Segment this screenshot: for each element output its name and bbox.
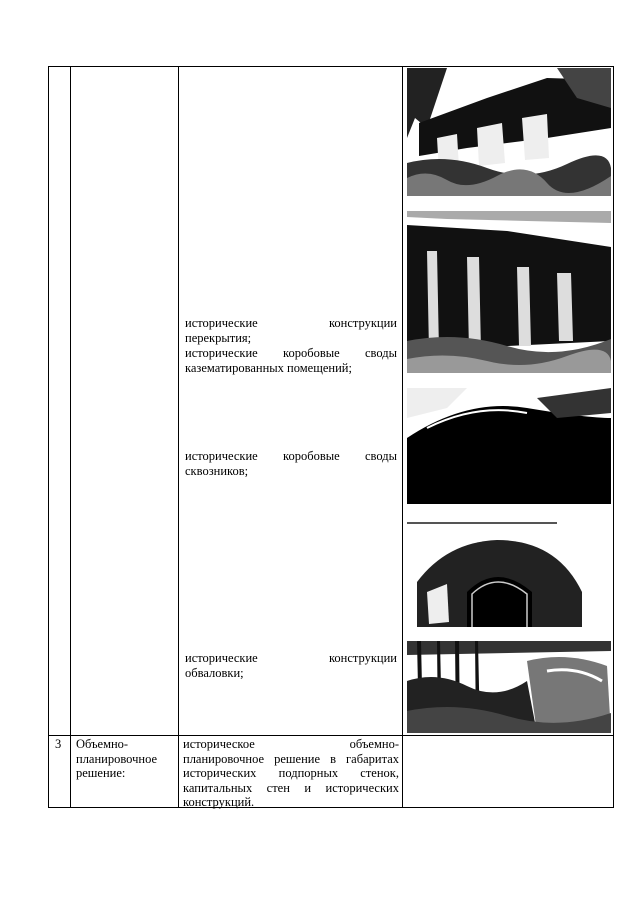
element-description [183,737,399,810]
photo-building-ruin [407,68,611,196]
table-border-right [613,66,614,808]
description-item-1-line-2: перекрытия; [185,330,252,345]
description-item-1 [185,316,397,345]
element-name-line-3: решение: [76,766,126,780]
table-row-divider [48,735,614,736]
element-description-line-1: историческое объемно- [183,737,399,751]
photo-vault-ceiling [407,388,611,504]
element-description-line-2: планировочное решение в габаритах [183,751,399,766]
table-col-divider-3 [402,66,403,808]
description-item-3-line-1: исторические коробовые своды [185,449,397,463]
table-border-top [48,66,614,67]
description-item-4-line-2: обваловки; [185,665,244,680]
table-border-left [48,66,49,808]
description-item-2-line-2: казематированных помещений; [185,360,352,375]
description-item-2-line-1: исторические коробовые своды [185,346,397,360]
row-number: 3 [55,737,62,751]
description-item-4-line-1: исторические конструкции [185,651,397,665]
description-item-3 [185,449,397,478]
photo-arch-passage [407,522,611,627]
description-item-3-line-2: сквозников; [185,463,249,478]
document-table [48,66,614,808]
description-item-1-line-1: исторические конструкции [185,316,397,330]
element-name-line-2: планировочное [76,751,158,766]
element-description-line-4: капитальных стен и исторических [183,780,399,795]
element-description-line-5: конструкций. [183,795,255,809]
photo-embankment-forest [407,641,611,733]
element-name [76,737,176,781]
description-item-4 [185,651,397,680]
element-name-line-1: Объемно- [76,737,129,751]
photo-casemate-wall [407,211,611,373]
table-col-divider-1 [70,66,71,808]
element-description-line-3: исторических подпорных стенок, [183,766,399,780]
description-item-2 [185,346,397,375]
table-col-divider-2 [178,66,179,808]
